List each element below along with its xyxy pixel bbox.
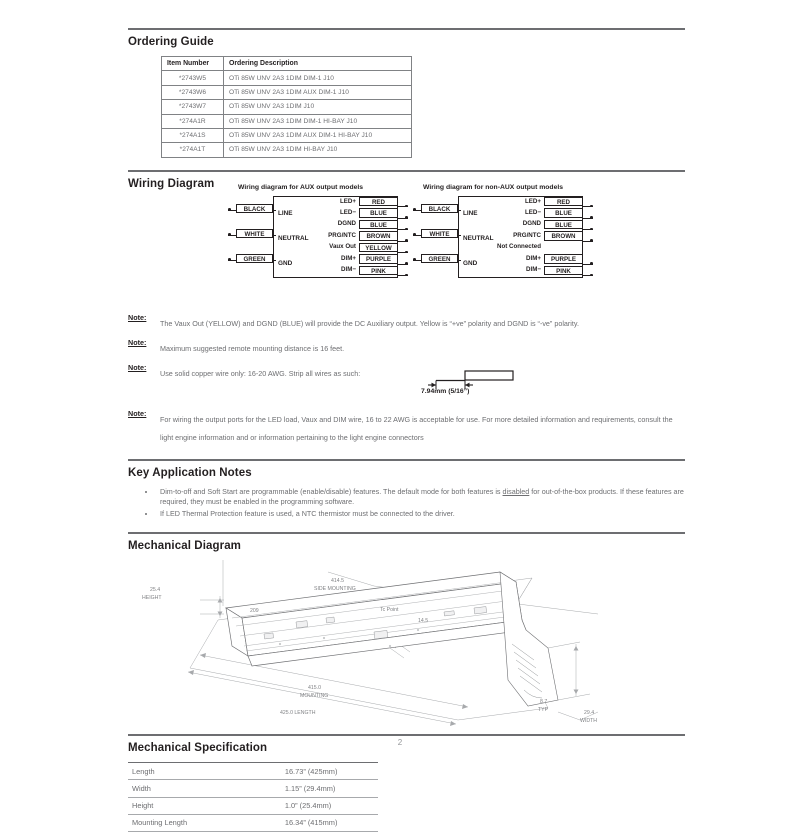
output-terminal-label-dgnd: DGND bbox=[337, 220, 356, 228]
mechanical-specification-table bbox=[128, 762, 378, 832]
callout-mounting-label: MOUNTING bbox=[300, 693, 329, 700]
input-terminal-label-gnd: GND bbox=[278, 259, 293, 267]
table-row bbox=[162, 128, 412, 142]
note-label: Note: bbox=[128, 362, 147, 372]
note-text: Maximum suggested remote mounting distance is 16 feet. bbox=[160, 343, 345, 353]
input-terminal-label-neutral: NEUTRAL bbox=[278, 234, 309, 242]
note-vaux-polarity bbox=[128, 313, 685, 331]
output-color-label-red: RED bbox=[359, 197, 398, 207]
table-row bbox=[128, 814, 378, 831]
output-terminal-label-dgnd: DGND bbox=[522, 220, 541, 228]
cell-ordering-description: OTi 85W UNV 2A3 1DIM AUX DIM-1 J10 bbox=[224, 85, 412, 99]
cell-item-number: *274A1T bbox=[162, 143, 224, 157]
output-color-label-pink: PINK bbox=[544, 266, 583, 276]
output-color-label-brown: BROWN bbox=[359, 231, 398, 241]
spec-value-width: 1.15” (29.4mm) bbox=[207, 780, 378, 797]
wiring-non-aux-caption: Wiring diagram for non-AUX output models bbox=[423, 183, 564, 191]
table-row bbox=[162, 143, 412, 157]
ordering-guide-table bbox=[161, 56, 412, 158]
list-item bbox=[156, 509, 685, 520]
section-divider-mechanical-spec bbox=[128, 734, 685, 736]
note-remote-mounting-distance bbox=[128, 338, 685, 356]
cell-item-number: *2743W5 bbox=[162, 71, 224, 85]
wire-strip-dimension-label: 7.94mm (5/16”) bbox=[421, 387, 470, 395]
table-row bbox=[162, 100, 412, 114]
output-terminal-dot-led-minus bbox=[590, 216, 593, 219]
column-header-ordering-description: Ordering Description bbox=[224, 57, 412, 71]
table-header-row bbox=[162, 57, 412, 71]
wiring-aux-caption: Wiring diagram for AUX output models bbox=[238, 183, 364, 191]
callout-tc-point: Tc Point bbox=[380, 607, 399, 614]
spec-label-mounting-length: Mounting Length bbox=[128, 814, 207, 831]
note-text: Use solid copper wire only: 16-20 AWG. Strip all wires as such: bbox=[160, 368, 361, 378]
section-divider-key-notes bbox=[128, 459, 685, 461]
output-terminal-label-led-plus: LED+ bbox=[525, 197, 541, 205]
output-color-label-blue-led: BLUE bbox=[359, 208, 398, 218]
input-terminal-dot-neutral bbox=[228, 233, 231, 236]
spec-value-mounting-length: 16.34” (415mm) bbox=[207, 814, 378, 831]
note-label: Note: bbox=[128, 337, 147, 347]
page-title-mechanical-specification: Mechanical Specification bbox=[128, 742, 268, 755]
page-number: 2 bbox=[397, 738, 403, 747]
output-terminal-label-prg-ntc: PRG/NTC bbox=[328, 231, 356, 239]
input-color-label-black: BLACK bbox=[236, 204, 273, 214]
output-color-label-purple: PURPLE bbox=[544, 254, 583, 264]
note-label: Note: bbox=[128, 312, 147, 322]
cell-item-number: *2743W7 bbox=[162, 100, 224, 114]
callout-typ-value: 8.7 bbox=[540, 699, 548, 706]
output-terminal-label-dim-minus: DIM− bbox=[341, 266, 356, 274]
input-terminal-dot-line bbox=[228, 208, 231, 211]
input-terminal-dot-gnd bbox=[228, 258, 231, 261]
output-color-label-blue-dgnd: BLUE bbox=[544, 220, 583, 230]
table-row bbox=[162, 71, 412, 85]
note-text: The Vaux Out (YELLOW) and DGND (BLUE) will provide the DC Auxiliary output. Yellow is “+ve” polarity and DGND is “-ve” polarity. bbox=[160, 318, 579, 328]
input-color-label-white: WHITE bbox=[421, 229, 458, 239]
spec-label-width: Width bbox=[128, 780, 207, 797]
input-color-label-green: GREEN bbox=[236, 254, 273, 264]
output-color-label-pink: PINK bbox=[359, 266, 398, 276]
table-row bbox=[128, 780, 378, 797]
list-item bbox=[156, 487, 685, 508]
page-title-wiring-diagram: Wiring Diagram bbox=[128, 177, 215, 190]
table-row bbox=[162, 114, 412, 128]
output-terminal-label-led-minus: LED− bbox=[340, 208, 356, 216]
callout-width-value: 29.4 bbox=[584, 710, 595, 717]
output-terminal-label-dim-plus: DIM+ bbox=[526, 254, 541, 262]
table-row bbox=[162, 85, 412, 99]
column-header-item-number: Item Number bbox=[162, 57, 224, 71]
input-terminal-label-gnd: GND bbox=[463, 259, 478, 267]
cell-ordering-description: OTi 85W UNV 2A3 1DIM DIM-1 HI-BAY J10 bbox=[224, 114, 412, 128]
cell-ordering-description: OTi 85W UNV 2A3 1DIM AUX DIM-1 HI-BAY J10 bbox=[224, 128, 412, 142]
cell-ordering-description: OTi 85W UNV 2A3 1DIM J10 bbox=[224, 100, 412, 114]
driver-isometric-drawing bbox=[128, 560, 685, 732]
output-terminal-dot-prg-ntc bbox=[590, 239, 593, 242]
spec-value-length: 16.73” (425mm) bbox=[207, 763, 378, 780]
page-title-key-application-notes: Key Application Notes bbox=[128, 466, 252, 479]
callout-width-label: WIDTH bbox=[580, 718, 597, 725]
note-text: For wiring the output ports for the LED load, Vaux and DIM wire, 16 to 22 AWG is acceptable for use. For more detailed information and requirements, consult the light engine information and or information pertaining to the light engine connectors bbox=[160, 414, 673, 442]
output-color-label-purple: PURPLE bbox=[359, 254, 398, 264]
section-divider-wiring bbox=[128, 170, 685, 172]
output-terminal-label-not-connected: Not Connected bbox=[497, 243, 541, 251]
key-application-notes-list bbox=[128, 487, 685, 520]
output-color-label-yellow: YELLOW bbox=[359, 243, 398, 253]
table-row bbox=[128, 763, 378, 780]
wire-strip-figure bbox=[421, 370, 685, 400]
output-color-label-blue-led: BLUE bbox=[544, 208, 583, 218]
bullet-text-pre: If LED Thermal Protection feature is used, a NTC thermistor must be connected to the driver. bbox=[160, 508, 455, 518]
callout-segment-209: 209 bbox=[250, 608, 259, 615]
input-terminal-dot-line bbox=[413, 208, 416, 211]
note-label: Note: bbox=[128, 408, 147, 418]
page-title-mechanical-diagram: Mechanical Diagram bbox=[128, 540, 242, 553]
output-terminal-label-dim-minus: DIM− bbox=[526, 266, 541, 274]
callout-height-label: HEIGHT bbox=[142, 595, 162, 602]
input-terminal-dot-gnd bbox=[413, 258, 416, 261]
input-terminal-label-line: LINE bbox=[463, 209, 478, 217]
callout-typ-label: TYP bbox=[538, 707, 549, 714]
callout-side-mounting-label: SIDE MOUNTING bbox=[314, 586, 356, 593]
input-terminal-label-line: LINE bbox=[278, 209, 293, 217]
output-terminal-label-prg-ntc: PRG/NTC bbox=[513, 231, 541, 239]
cell-ordering-description: OTi 85W UNV 2A3 1DIM DIM-1 J10 bbox=[224, 71, 412, 85]
input-terminal-label-neutral: NEUTRAL bbox=[463, 234, 494, 242]
output-terminal-dot-prg-ntc bbox=[405, 239, 408, 242]
mechanical-diagram-figure bbox=[128, 560, 685, 732]
output-terminal-dot-dim-plus bbox=[590, 262, 593, 265]
input-color-label-black: BLACK bbox=[421, 204, 458, 214]
page-content bbox=[128, 28, 685, 832]
cell-item-number: *274A1R bbox=[162, 114, 224, 128]
input-color-label-green: GREEN bbox=[421, 254, 458, 264]
input-color-label-white: WHITE bbox=[236, 229, 273, 239]
note-output-port-wiring bbox=[128, 409, 685, 445]
output-terminal-label-vaux-out: Vaux Out bbox=[329, 243, 356, 251]
bullet-text-pre: Dim-to-off and Soft Start are programmable (enable/disable) features. The default mode for both features is bbox=[160, 486, 503, 496]
callout-mounting-value: 415.0 bbox=[308, 685, 321, 692]
output-color-label-brown: BROWN bbox=[544, 231, 583, 241]
wiring-diagram-aux bbox=[228, 196, 408, 282]
cell-item-number: *2743W6 bbox=[162, 85, 224, 99]
wire-strip-icon bbox=[428, 370, 558, 400]
page-title-ordering-guide: Ordering Guide bbox=[128, 36, 214, 48]
spec-label-length: Length bbox=[128, 763, 207, 780]
wiring-diagram-non-aux bbox=[413, 196, 593, 282]
output-terminal-dot-dim-plus bbox=[405, 262, 408, 265]
output-terminal-label-dim-plus: DIM+ bbox=[341, 254, 356, 262]
callout-side-mounting-value: 414.5 bbox=[331, 578, 344, 585]
spec-label-height: Height bbox=[128, 797, 207, 814]
output-terminal-label-led-plus: LED+ bbox=[340, 197, 356, 205]
section-divider-ordering bbox=[128, 28, 685, 30]
output-terminal-dot-led-minus bbox=[405, 216, 408, 219]
output-color-label-red: RED bbox=[544, 197, 583, 207]
bullet-text-underlined: disabled bbox=[502, 486, 530, 496]
callout-dim-14-5: 14.5 bbox=[418, 618, 429, 625]
bullet-text-post: for out-of-the-box products. If these features are required, they must be enabled in the programming software. bbox=[160, 486, 684, 507]
input-terminal-dot-neutral bbox=[413, 233, 416, 236]
callout-height-value: 25.4 bbox=[150, 587, 161, 594]
wiring-diagrams-container bbox=[128, 183, 685, 306]
callout-length: 425.0 LENGTH bbox=[280, 710, 316, 717]
output-terminal-label-led-minus: LED− bbox=[525, 208, 541, 216]
output-color-label-blue-dgnd: BLUE bbox=[359, 220, 398, 230]
cell-item-number: *274A1S bbox=[162, 128, 224, 142]
cell-ordering-description: OTi 85W UNV 2A3 1DIM HI-BAY J10 bbox=[224, 143, 412, 157]
section-divider-mechanical-diagram bbox=[128, 532, 685, 534]
spec-value-height: 1.0” (25.4mm) bbox=[207, 797, 378, 814]
